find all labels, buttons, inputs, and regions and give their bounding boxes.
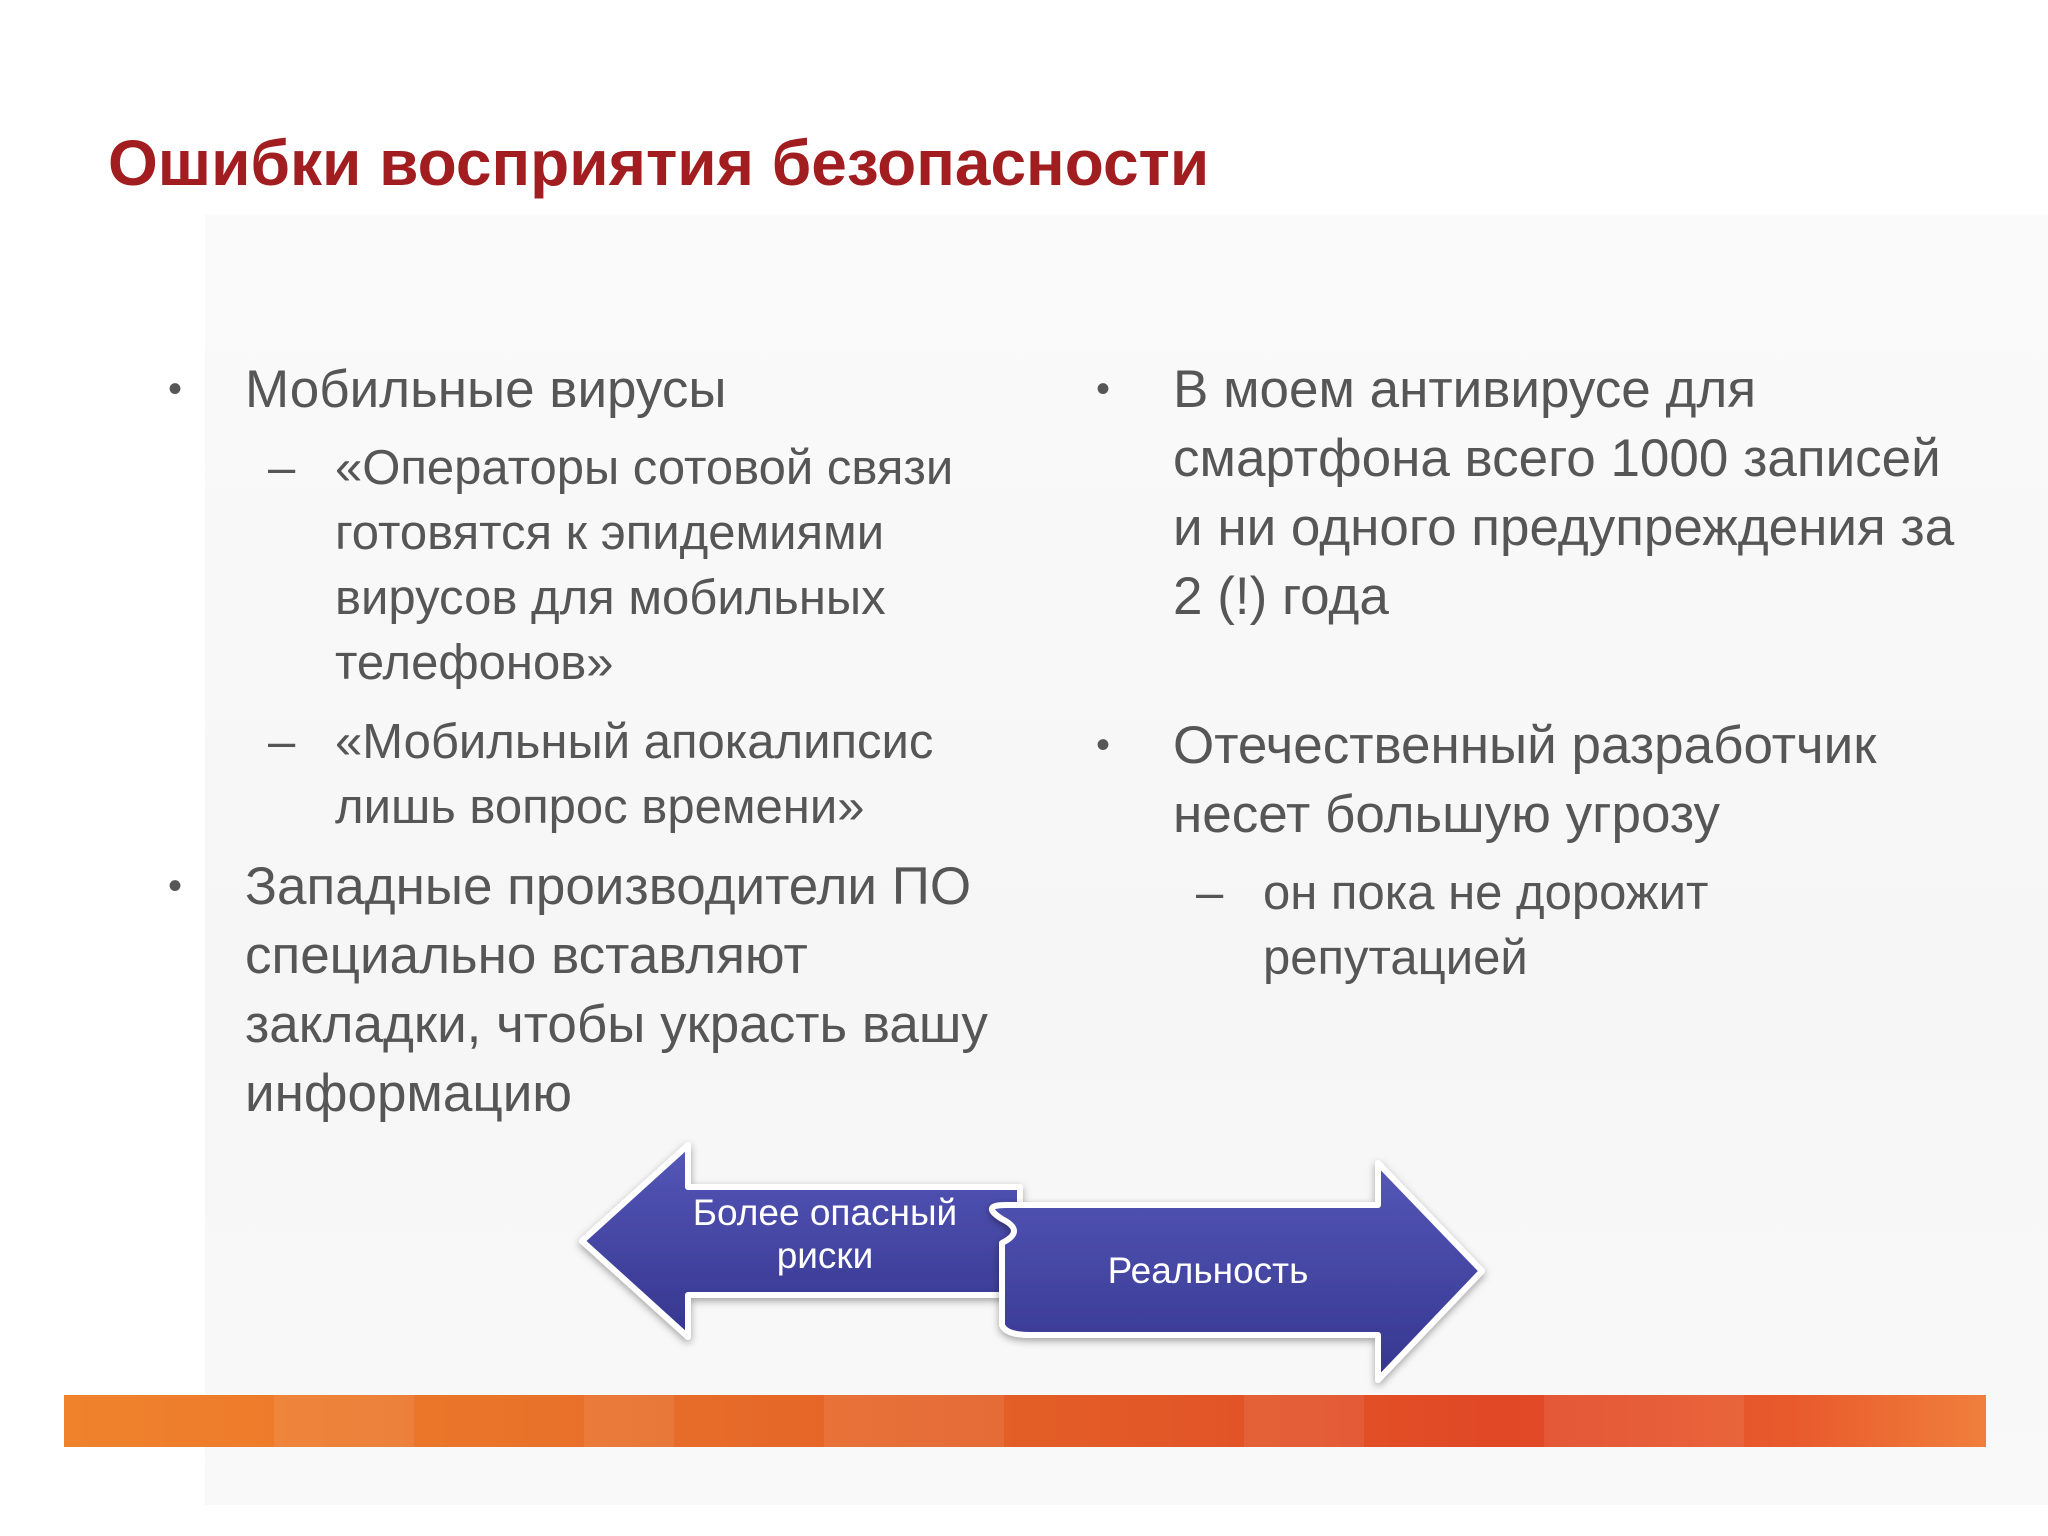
- bullet-domestic-developer: [1088, 711, 2028, 849]
- bullet-text: Мобильные вирусы: [245, 360, 727, 419]
- decorative-bottom-band: [64, 1395, 1986, 1447]
- bullet-line: 2 (!) года: [1173, 567, 1389, 626]
- risk-reality-arrows: [560, 1135, 1510, 1395]
- arrow-label-danger-line-2: риски: [776, 1235, 874, 1276]
- bullet-line: информацию: [245, 1064, 573, 1123]
- sub-line: лишь вопрос времени»: [335, 780, 865, 834]
- dash-marker: –: [1196, 866, 1224, 920]
- sub-line: телефонов»: [335, 636, 614, 690]
- band-segment: [824, 1395, 1004, 1447]
- bullet-mobile-viruses: [160, 355, 1060, 424]
- bullet-marker: •: [168, 367, 183, 411]
- sub-line: он пока не дорожит: [1263, 866, 1709, 920]
- dash-marker: –: [268, 441, 296, 495]
- band-segment: [584, 1395, 674, 1447]
- bullet-western-vendors: [160, 852, 1060, 1128]
- bullet-line: специально вставляют: [245, 926, 808, 985]
- arrow-label-danger-line-1: Более опасный: [692, 1192, 958, 1233]
- bullet-line: несет большую угрозу: [1173, 785, 1721, 844]
- sub-line: вирусов для мобильных: [335, 571, 886, 625]
- bullet-line: и ни одного предупреждения за: [1173, 498, 1955, 557]
- band-segment: [1544, 1395, 1744, 1447]
- band-segment: [1244, 1395, 1364, 1447]
- slide-title: Ошибки восприятия безопасности: [108, 127, 1210, 199]
- bullet-marker: •: [1096, 367, 1111, 411]
- sub-line: «Мобильный апокалипсис: [335, 715, 934, 769]
- sub-line: репутацией: [1263, 931, 1528, 985]
- bullet-marker: •: [1096, 723, 1111, 767]
- sub-bullet-apocalypse-quote: [160, 710, 1060, 840]
- right-column: [1088, 355, 2028, 991]
- band-segment: [274, 1395, 414, 1447]
- bullet-line: смартфона всего 1000 записей: [1173, 429, 1941, 488]
- sub-line: «Операторы сотовой связи: [335, 441, 954, 495]
- bullet-line: Западные производители ПО: [245, 857, 972, 916]
- sub-bullet-operators-quote: [160, 436, 1060, 696]
- bullet-line: В моем антивирусе для: [1173, 360, 1757, 419]
- bullet-marker: •: [168, 864, 183, 908]
- sub-line: готовятся к эпидемиями: [335, 506, 885, 560]
- left-column: [160, 355, 1060, 1128]
- bullet-antivirus-records: [1088, 355, 2028, 631]
- dash-marker: –: [268, 715, 296, 769]
- bullet-line: Отечественный разработчик: [1173, 716, 1877, 775]
- arrow-label-reality: Реальность: [1107, 1250, 1309, 1291]
- bullet-line: закладки, чтобы украсть вашу: [245, 995, 988, 1054]
- sub-bullet-reputation: [1088, 861, 2028, 991]
